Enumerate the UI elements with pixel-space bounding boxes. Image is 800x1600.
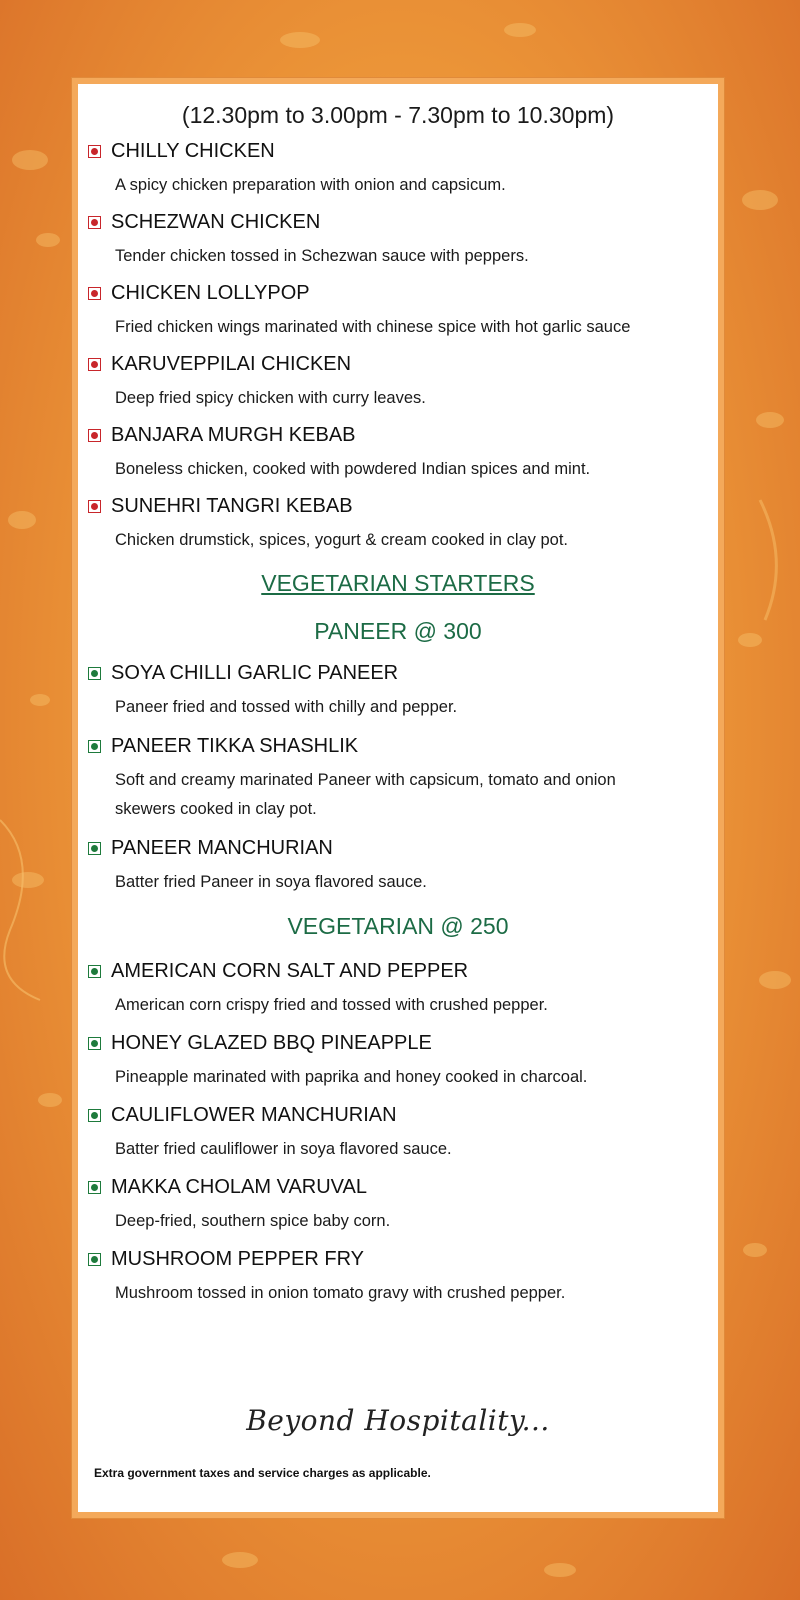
tax-footnote: Extra government taxes and service charges as applicable. bbox=[94, 1466, 431, 1480]
tagline: Beyond Hospitality... bbox=[246, 1404, 550, 1437]
menu-item bbox=[88, 495, 698, 555]
veg-icon bbox=[88, 740, 101, 753]
menu-item bbox=[88, 140, 698, 200]
menu-item bbox=[88, 282, 698, 342]
item-name: SCHEZWAN CHICKEN bbox=[111, 211, 321, 233]
item-name: HONEY GLAZED BBQ PINEAPPLE bbox=[111, 1032, 432, 1054]
item-description: Mushroom tossed in onion tomato gravy with crushed pepper. bbox=[115, 1284, 566, 1302]
item-description: American corn crispy fried and tossed with crushed pepper. bbox=[115, 996, 548, 1014]
veg-icon bbox=[88, 1109, 101, 1122]
menu-item bbox=[88, 1104, 698, 1164]
item-name: PANEER TIKKA SHASHLIK bbox=[111, 735, 359, 757]
item-name: AMERICAN CORN SALT AND PEPPER bbox=[111, 960, 469, 982]
non-veg-icon bbox=[88, 287, 101, 300]
menu-item bbox=[88, 735, 698, 824]
item-description: Chicken drumstick, spices, yogurt & cream cooked in clay pot. bbox=[115, 531, 569, 549]
menu-panel bbox=[72, 78, 724, 1518]
veg-icon bbox=[88, 667, 101, 680]
section-heading-vegetarian-starters: VEGETARIAN STARTERS bbox=[261, 570, 535, 596]
menu-item bbox=[88, 960, 698, 1020]
item-name: CHICKEN LOLLYPOP bbox=[111, 282, 310, 304]
menu-item bbox=[88, 1032, 698, 1092]
non-veg-icon bbox=[88, 145, 101, 158]
item-name: MUSHROOM PEPPER FRY bbox=[111, 1248, 364, 1270]
menu-item bbox=[88, 837, 698, 897]
non-veg-icon bbox=[88, 216, 101, 229]
menu-item bbox=[88, 1248, 698, 1308]
menu-item bbox=[88, 424, 698, 484]
item-description: Batter fried cauliflower in soya flavored sauce. bbox=[115, 1140, 452, 1158]
menu-item bbox=[88, 1176, 698, 1236]
item-description: Boneless chicken, cooked with powdered Indian spices and mint. bbox=[115, 460, 591, 478]
item-description: Tender chicken tossed in Schezwan sauce with peppers. bbox=[115, 247, 529, 265]
service-hours: (12.30pm to 3.00pm - 7.30pm to 10.30pm) bbox=[181, 102, 615, 128]
veg-icon bbox=[88, 1037, 101, 1050]
item-description: Deep-fried, southern spice baby corn. bbox=[115, 1212, 391, 1230]
item-name: SOYA CHILLI GARLIC PANEER bbox=[111, 662, 399, 684]
item-description: Soft and creamy marinated Paneer with capsicum, tomato and onion skewers cooked in clay pot. bbox=[115, 771, 616, 818]
item-name: BANJARA MURGH KEBAB bbox=[111, 424, 356, 446]
non-veg-icon bbox=[88, 500, 101, 513]
item-description: Batter fried Paneer in soya flavored sauce. bbox=[115, 873, 427, 891]
item-name: PANEER MANCHURIAN bbox=[111, 837, 333, 859]
menu-item bbox=[88, 211, 698, 271]
veg-icon bbox=[88, 842, 101, 855]
item-name: CHILLY CHICKEN bbox=[111, 140, 275, 162]
item-name: SUNEHRI TANGRI KEBAB bbox=[111, 495, 353, 517]
item-description: A spicy chicken preparation with onion and capsicum. bbox=[115, 176, 506, 194]
section-heading-paneer: PANEER @ 300 bbox=[314, 618, 482, 644]
item-name: MAKKA CHOLAM VARUVAL bbox=[111, 1176, 367, 1198]
veg-icon bbox=[88, 965, 101, 978]
item-name: CAULIFLOWER MANCHURIAN bbox=[111, 1104, 397, 1126]
item-description: Deep fried spicy chicken with curry leaves. bbox=[115, 389, 426, 407]
item-description: Fried chicken wings marinated with chinese spice with hot garlic sauce bbox=[115, 318, 631, 336]
item-name: KARUVEPPILAI CHICKEN bbox=[111, 353, 352, 375]
menu-item bbox=[88, 353, 698, 413]
non-veg-icon bbox=[88, 358, 101, 371]
section-heading-vegetarian-250: VEGETARIAN @ 250 bbox=[287, 913, 509, 939]
veg-icon bbox=[88, 1253, 101, 1266]
non-veg-icon bbox=[88, 429, 101, 442]
veg-icon bbox=[88, 1181, 101, 1194]
item-description: Pineapple marinated with paprika and honey cooked in charcoal. bbox=[115, 1068, 588, 1086]
menu-item bbox=[88, 662, 698, 722]
item-description: Paneer fried and tossed with chilly and pepper. bbox=[115, 698, 458, 716]
